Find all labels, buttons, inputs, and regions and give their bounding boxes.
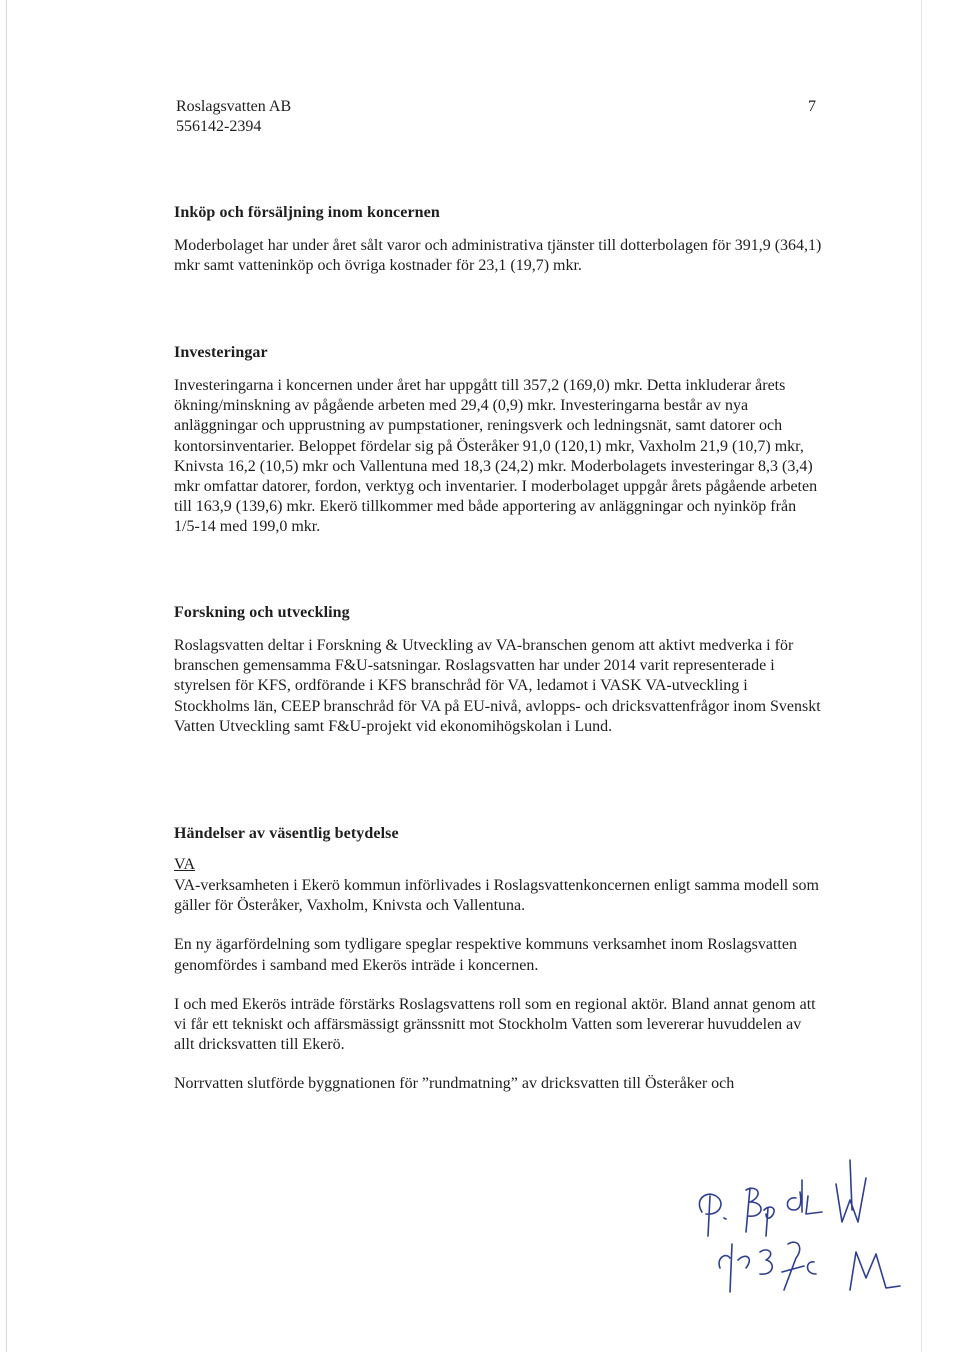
company-name: Roslagsvatten AB: [176, 98, 292, 115]
org-number: 556142-2394: [176, 118, 262, 135]
section-investeringar: [174, 343, 824, 538]
handwritten-initials-icon: [680, 1140, 920, 1320]
section-paragraph: Norrvatten slutförde byggnationen för ”rundmatning” av dricksvatten till Österåker och: [174, 1075, 735, 1093]
signature-drawing: [680, 1140, 920, 1320]
section-heading: Händelser av väsentlig betydelse: [174, 825, 399, 842]
section-subheading: VA: [174, 856, 196, 873]
section-heading: Investeringar: [174, 344, 268, 361]
page-edge-left: [6, 0, 7, 1352]
page-number: 7: [808, 98, 816, 115]
section-paragraph: Investeringarna i koncernen under året har uppgått till 357,2 (169,0) mkr. Detta inkluderar årets ökning/minskning av pågående arbeten med 29,4 (0,9) mkr. Investeringarna består av nya anläggningar och upprustning av pumpstationer, reningsverk och ledningsnät, samt datorer och kontorsinventarier. Beloppet fördelar sig på Österåker 91,0 (120,1) mkr, Vaxholm 21,9 (10,7) mkr, Knivsta 16,2 (10,5) mkr och Vallentuna med 18,3 (24,2) mkr. Moderbolagets investeringar 8,3 (3,4) mkr omfattar datorer, fordon, verktyg och inventarier. I moderbolaget uppgår årets pågående arbeten till 163,9 (139,6) mkr. Ekerö tillkommer med både apportering av anläggningar och nyinköp från 1/5-14 med 199,0 mkr.: [174, 377, 818, 536]
section-paragraph: Roslagsvatten deltar i Forskning & Utveckling av VA-branschen genom att aktivt medverka i för branschen gemensamma F&U-satsningar. Roslagsvatten har under 2014 varit representerade i styrelsen för KFS, ordförande i KFS branschråd för VA, ledamot i VASK VA-utveckling i Stockholms län, CEEP branschråd för VA på EU-nivå, avlopps- och dricksvattenfrågor inom Svenskt Vatten Utveckling samt F&U-projekt vid ekonomihögskolan i Lund.: [174, 637, 821, 735]
section-forskning: [174, 603, 824, 737]
section-paragraph: VA-verksamheten i Ekerö kommun införlivades i Roslagsvattenkoncernen enligt samma modell som gäller för Österåker, Vaxholm, Knivsta och Vallentuna.: [174, 877, 819, 915]
section-handelser: [174, 824, 824, 1095]
section-inkop: [174, 203, 824, 276]
section-paragraph: En ny ägarfördelning som tydligare speglar respektive kommuns verksamhet inom Roslagsvatten genomfördes i samband med Ekerös inträde i koncernen.: [174, 936, 797, 974]
section-paragraph: I och med Ekerös inträde förstärks Roslagsvattens roll som en regional aktör. Bland annat genom att vi får ett tekniskt och affärsmässigt gränssnitt mot Stockholm Vatten som levererar huvuddelen av allt dricksvatten till Ekerö.: [174, 995, 816, 1054]
section-paragraph: Moderbolaget har under året sålt varor och administrativa tjänster till dotterbolagen för 391,9 (364,1) mkr samt vatteninköp och övriga kostnader för 23,1 (19,7) mkr.: [174, 237, 822, 275]
section-heading: Inköp och försäljning inom koncernen: [174, 204, 440, 221]
page-edge-right: [921, 0, 922, 1352]
page-header: [176, 97, 816, 137]
section-heading: Forskning och utveckling: [174, 604, 350, 621]
